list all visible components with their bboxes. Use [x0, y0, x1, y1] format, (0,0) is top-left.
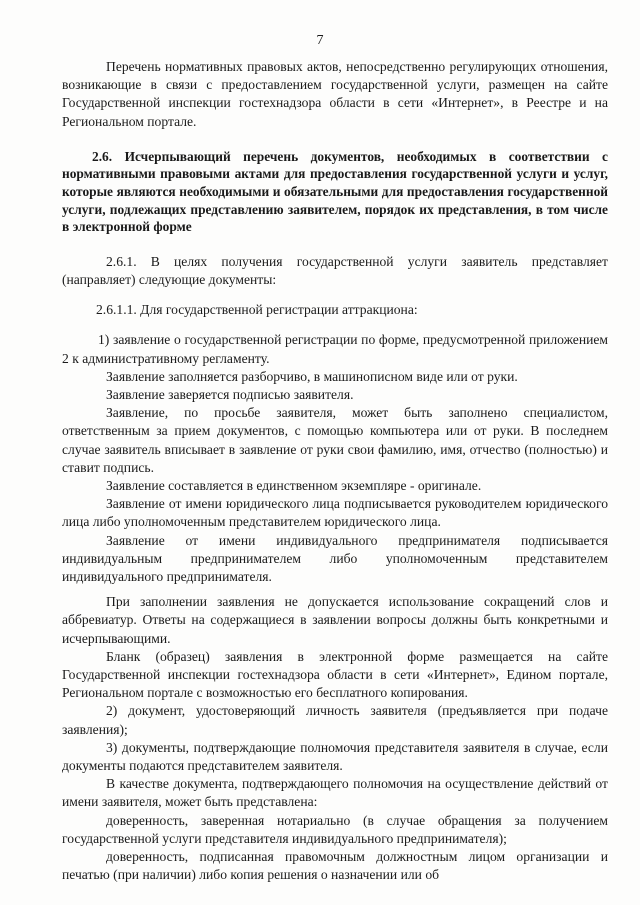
list-item-2-identity-document: 2) документ, удостоверяющий личность заявителя (предъявляется при подаче заявления);: [62, 703, 608, 737]
paragraph-application-signature: Заявление заверяется подписью заявителя.: [106, 387, 354, 402]
paragraph-individual-entrepreneur: Заявление от имени индивидуального предпринимателя подписывается индивидуальным предпринимателем либо уполномоченным представителем индивидуального предпринимателя.: [62, 532, 608, 585]
paragraph-application-specialist: Заявление, по просьбе заявителя, может быть заполнено специалистом, ответственным за прием документов, с помощью компьютера или от руки. В последнем случае заявитель вписывает в заявление от руки свои фамилию, имя, отчество (полностью) и ставит подпись.: [62, 405, 608, 475]
paragraph-application-original: Заявление составляется в единственном экземпляре - оригинале.: [106, 478, 482, 494]
paragraph-legal-acts: Перечень нормативных правовых актов, непосредственно регулирующих отношения, возникающие в связи с предоставлением государственной услуги, размещен на сайте Государственной инспекции гостехнадзора области в сети «Интернет», в Реестре и на Региональном портале.: [62, 59, 608, 129]
list-item-3-authority-documents: 3) документы, подтверждающие полномочия представителя заявителя в случае, если документы подаются представителем заявителя.: [62, 739, 608, 774]
list-item-1-application: 1) заявление о государственной регистрации по форме, предусмотренной приложением 2 к административному регламенту.: [62, 332, 608, 366]
paragraph-2-6-1: 2.6.1. В целях получения государственной услуги заявитель представляет (направляет) следующие документы:: [62, 253, 608, 287]
page-number: 7: [316, 33, 324, 48]
paragraph-authority-document: В качестве документа, подтверждающего полномочия на осуществление действий от имени заявителя, может быть представлена:: [62, 776, 608, 810]
paragraph-signed-power-of-attorney: доверенность, подписанная правомочным должностным лицом организации и печатью (при наличии) либо копия решения о назначении или об: [62, 849, 608, 883]
section-heading-2-6: 2.6. Исчерпывающий перечень документов, необходимых в соответствии с нормативными правовыми актами для предоставления государственной услуги и услуг, которые являются необходимыми и обязательными для предоставления государственной услуги, подлежащих представлению заявителем, порядок их представления, в том числе в электронной форме: [62, 148, 608, 235]
paragraph-form-template: Бланк (образец) заявления в электронной форме размещается на сайте Государственной инспекции гостехнадзора области в сети «Интернет», Едином портале, Региональном портале с возможностью его бесплатного копирования.: [62, 648, 608, 701]
paragraph-notarized-power-of-attorney: доверенность, заверенная нотариально (в случае обращения за получением государственной услуги представителя индивидуального предпринимателя);: [62, 812, 608, 846]
paragraph-2-6-1-1: 2.6.1.1. Для государственной регистрации аттракциона:: [96, 302, 418, 318]
paragraph-application-legibility: Заявление заполняется разборчиво, в машинописном виде или от руки.: [106, 368, 518, 384]
paragraph-no-abbreviations: При заполнении заявления не допускается использование сокращений слов и аббревиатур. Ответы на содержащиеся в заявлении вопросы должны быть конкретными и исчерпывающими.: [62, 594, 608, 646]
paragraph-legal-entity: Заявление от имени юридического лица подписывается руководителем юридического лица либо уполномоченным представителем юридического лица.: [62, 496, 608, 530]
document-body: [62, 58, 608, 884]
